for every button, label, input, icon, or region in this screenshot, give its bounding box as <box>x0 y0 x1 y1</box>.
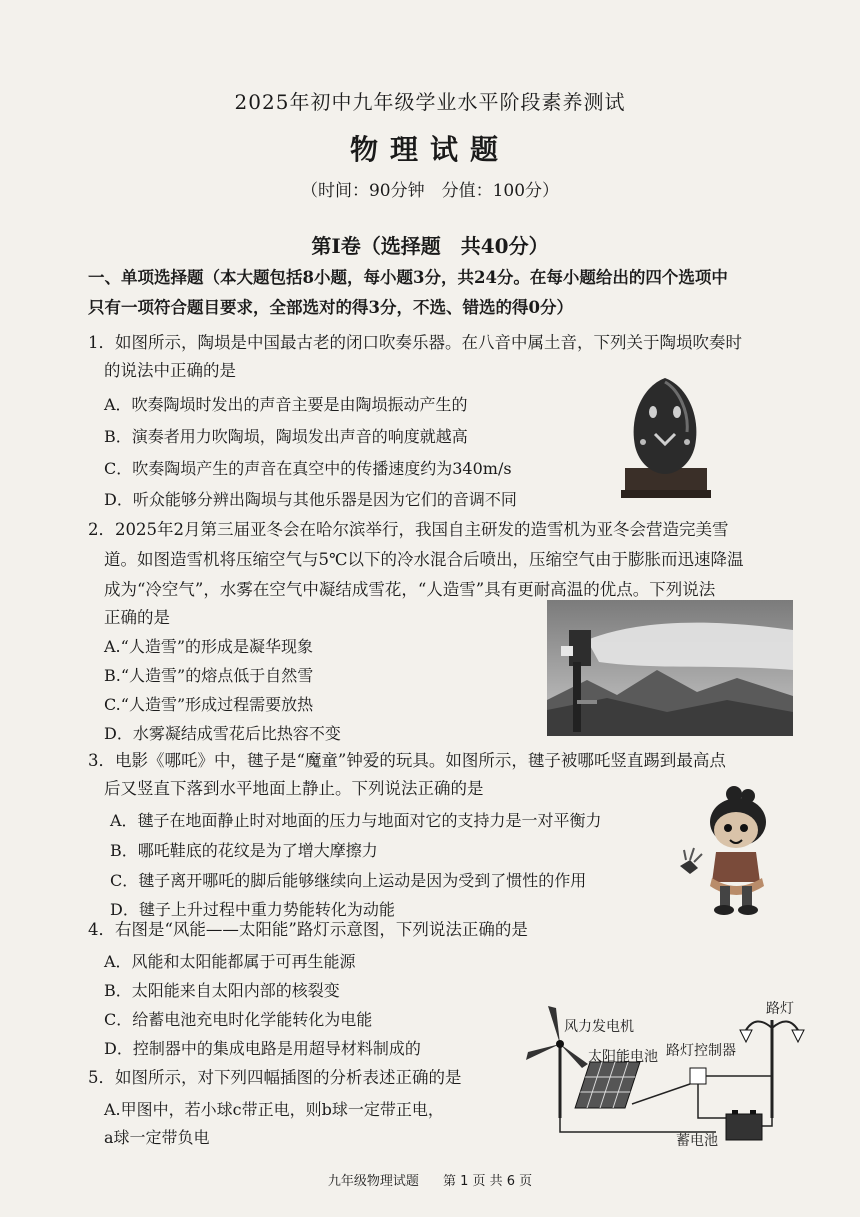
nezha-cartoon-figure <box>672 782 784 922</box>
volume-heading: 第Ⅰ卷（选择题 共40分） <box>311 234 549 258</box>
q4-option-d: D．控制器中的集成电路是用超导材料制成的 <box>104 1039 421 1058</box>
q2-stem-line3: 成为“冷空气”，水雾在空气中凝结成雪花，“人造雪”具有更耐高温的优点。下列说法 <box>104 580 716 599</box>
q2-option-b: B.“人造雪”的熔点低于自然雪 <box>104 666 314 685</box>
q3-option-a: A．毽子在地面静止时对地面的压力与地面对它的支持力是一对平衡力 <box>110 811 602 830</box>
q2-stem-line2: 道。如图造雪机将压缩空气与5℃以下的冷水混合后喷出，压缩空气由于膨胀而迅速降温 <box>104 550 744 569</box>
exam-title: 2025年初中九年级学业水平阶段素养测试 <box>234 90 626 114</box>
snow-machine-photo <box>547 600 793 736</box>
page-footer <box>0 1170 860 1189</box>
q2-option-a: A.“人造雪”的形成是凝华现象 <box>104 637 314 656</box>
q4-stem-line1: 4．右图是“风能——太阳能”路灯示意图，下列说法正确的是 <box>88 920 528 939</box>
q5-option-a-line2: a球一定带负电 <box>104 1128 210 1147</box>
q1-option-d: D．听众能够分辨出陶埙与其他乐器是因为它们的音调不同 <box>104 490 517 509</box>
footer-subject: 九年级物理试题 <box>327 1174 419 1189</box>
q1-option-a: A．吹奏陶埙时发出的声音主要是由陶埙振动产生的 <box>104 395 468 414</box>
q3-stem-line1: 3．电影《哪吒》中，毽子是“魔童”钟爱的玩具。如图所示，毽子被哪吒竖直踢到最高点 <box>88 751 726 770</box>
label-wind-generator: 风力发电机 <box>564 1019 634 1035</box>
q2-stem-line4: 正确的是 <box>104 608 170 627</box>
subject-title: 物理试题 <box>349 133 510 166</box>
q4-option-b: B．太阳能来自太阳内部的核裂变 <box>104 981 340 1000</box>
ocarina-figure <box>615 372 715 500</box>
label-lamp-controller: 路灯控制器 <box>666 1043 736 1059</box>
q5-stem-line1: 5．如图所示，对下列四幅插图的分析表述正确的是 <box>88 1068 462 1087</box>
label-solar-cell: 太阳能电池 <box>588 1049 658 1065</box>
label-street-lamp: 路灯 <box>766 1001 794 1017</box>
footer-page-number: 第 1 页 共 6 页 <box>442 1174 533 1189</box>
q2-option-c: C.“人造雪”形成过程需要放热 <box>104 695 314 714</box>
q3-option-d: D．毽子上升过程中重力势能转化为动能 <box>110 900 395 919</box>
q1-option-b: B．演奏者用力吹陶埙，陶埙发出声音的响度就越高 <box>104 427 468 446</box>
q4-option-c: C．给蓄电池充电时化学能转化为电能 <box>104 1010 373 1029</box>
q2-option-d: D．水雾凝结成雪花后比热容不变 <box>104 724 341 743</box>
q5-option-a-line1: A.甲图中，若小球c带正电，则b球一定带正电， <box>104 1100 444 1119</box>
section-instructions-line2: 只有一项符合题目要求，全部选对的得3分，不选、错选的得0分） <box>88 298 573 317</box>
q3-option-b: B．哪吒鞋底的花纹是为了增大摩擦力 <box>110 841 378 860</box>
section-instructions-line1: 一、单项选择题（本大题包括8小题，每小题3分，共24分。在每小题给出的四个选项中 <box>88 268 728 287</box>
q2-stem-line1: 2．2025年2月第三届亚冬会在哈尔滨举行，我国自主研发的造雪机为亚冬会营造完美雪 <box>88 520 729 539</box>
q1-stem-line2: 的说法中正确的是 <box>104 361 236 380</box>
q1-stem-line1: 1．如图所示，陶埙是中国最古老的闭口吹奏乐器。在八音中属土音，下列关于陶埙吹奏时 <box>88 333 742 352</box>
label-battery: 蓄电池 <box>676 1133 718 1149</box>
q4-option-a: A．风能和太阳能都属于可再生能源 <box>104 952 356 971</box>
q3-option-c: C．毽子离开哪吒的脚后能够继续向上运动是因为受到了惯性的作用 <box>110 871 587 890</box>
q1-option-c: C．吹奏陶埙产生的声音在真空中的传播速度约为340m/s <box>104 459 512 478</box>
q3-stem-line2: 后又竖直下落到水平地面上静止。下列说法正确的是 <box>104 779 484 798</box>
exam-meta: （时间：90分钟 分值：100分） <box>300 181 560 201</box>
